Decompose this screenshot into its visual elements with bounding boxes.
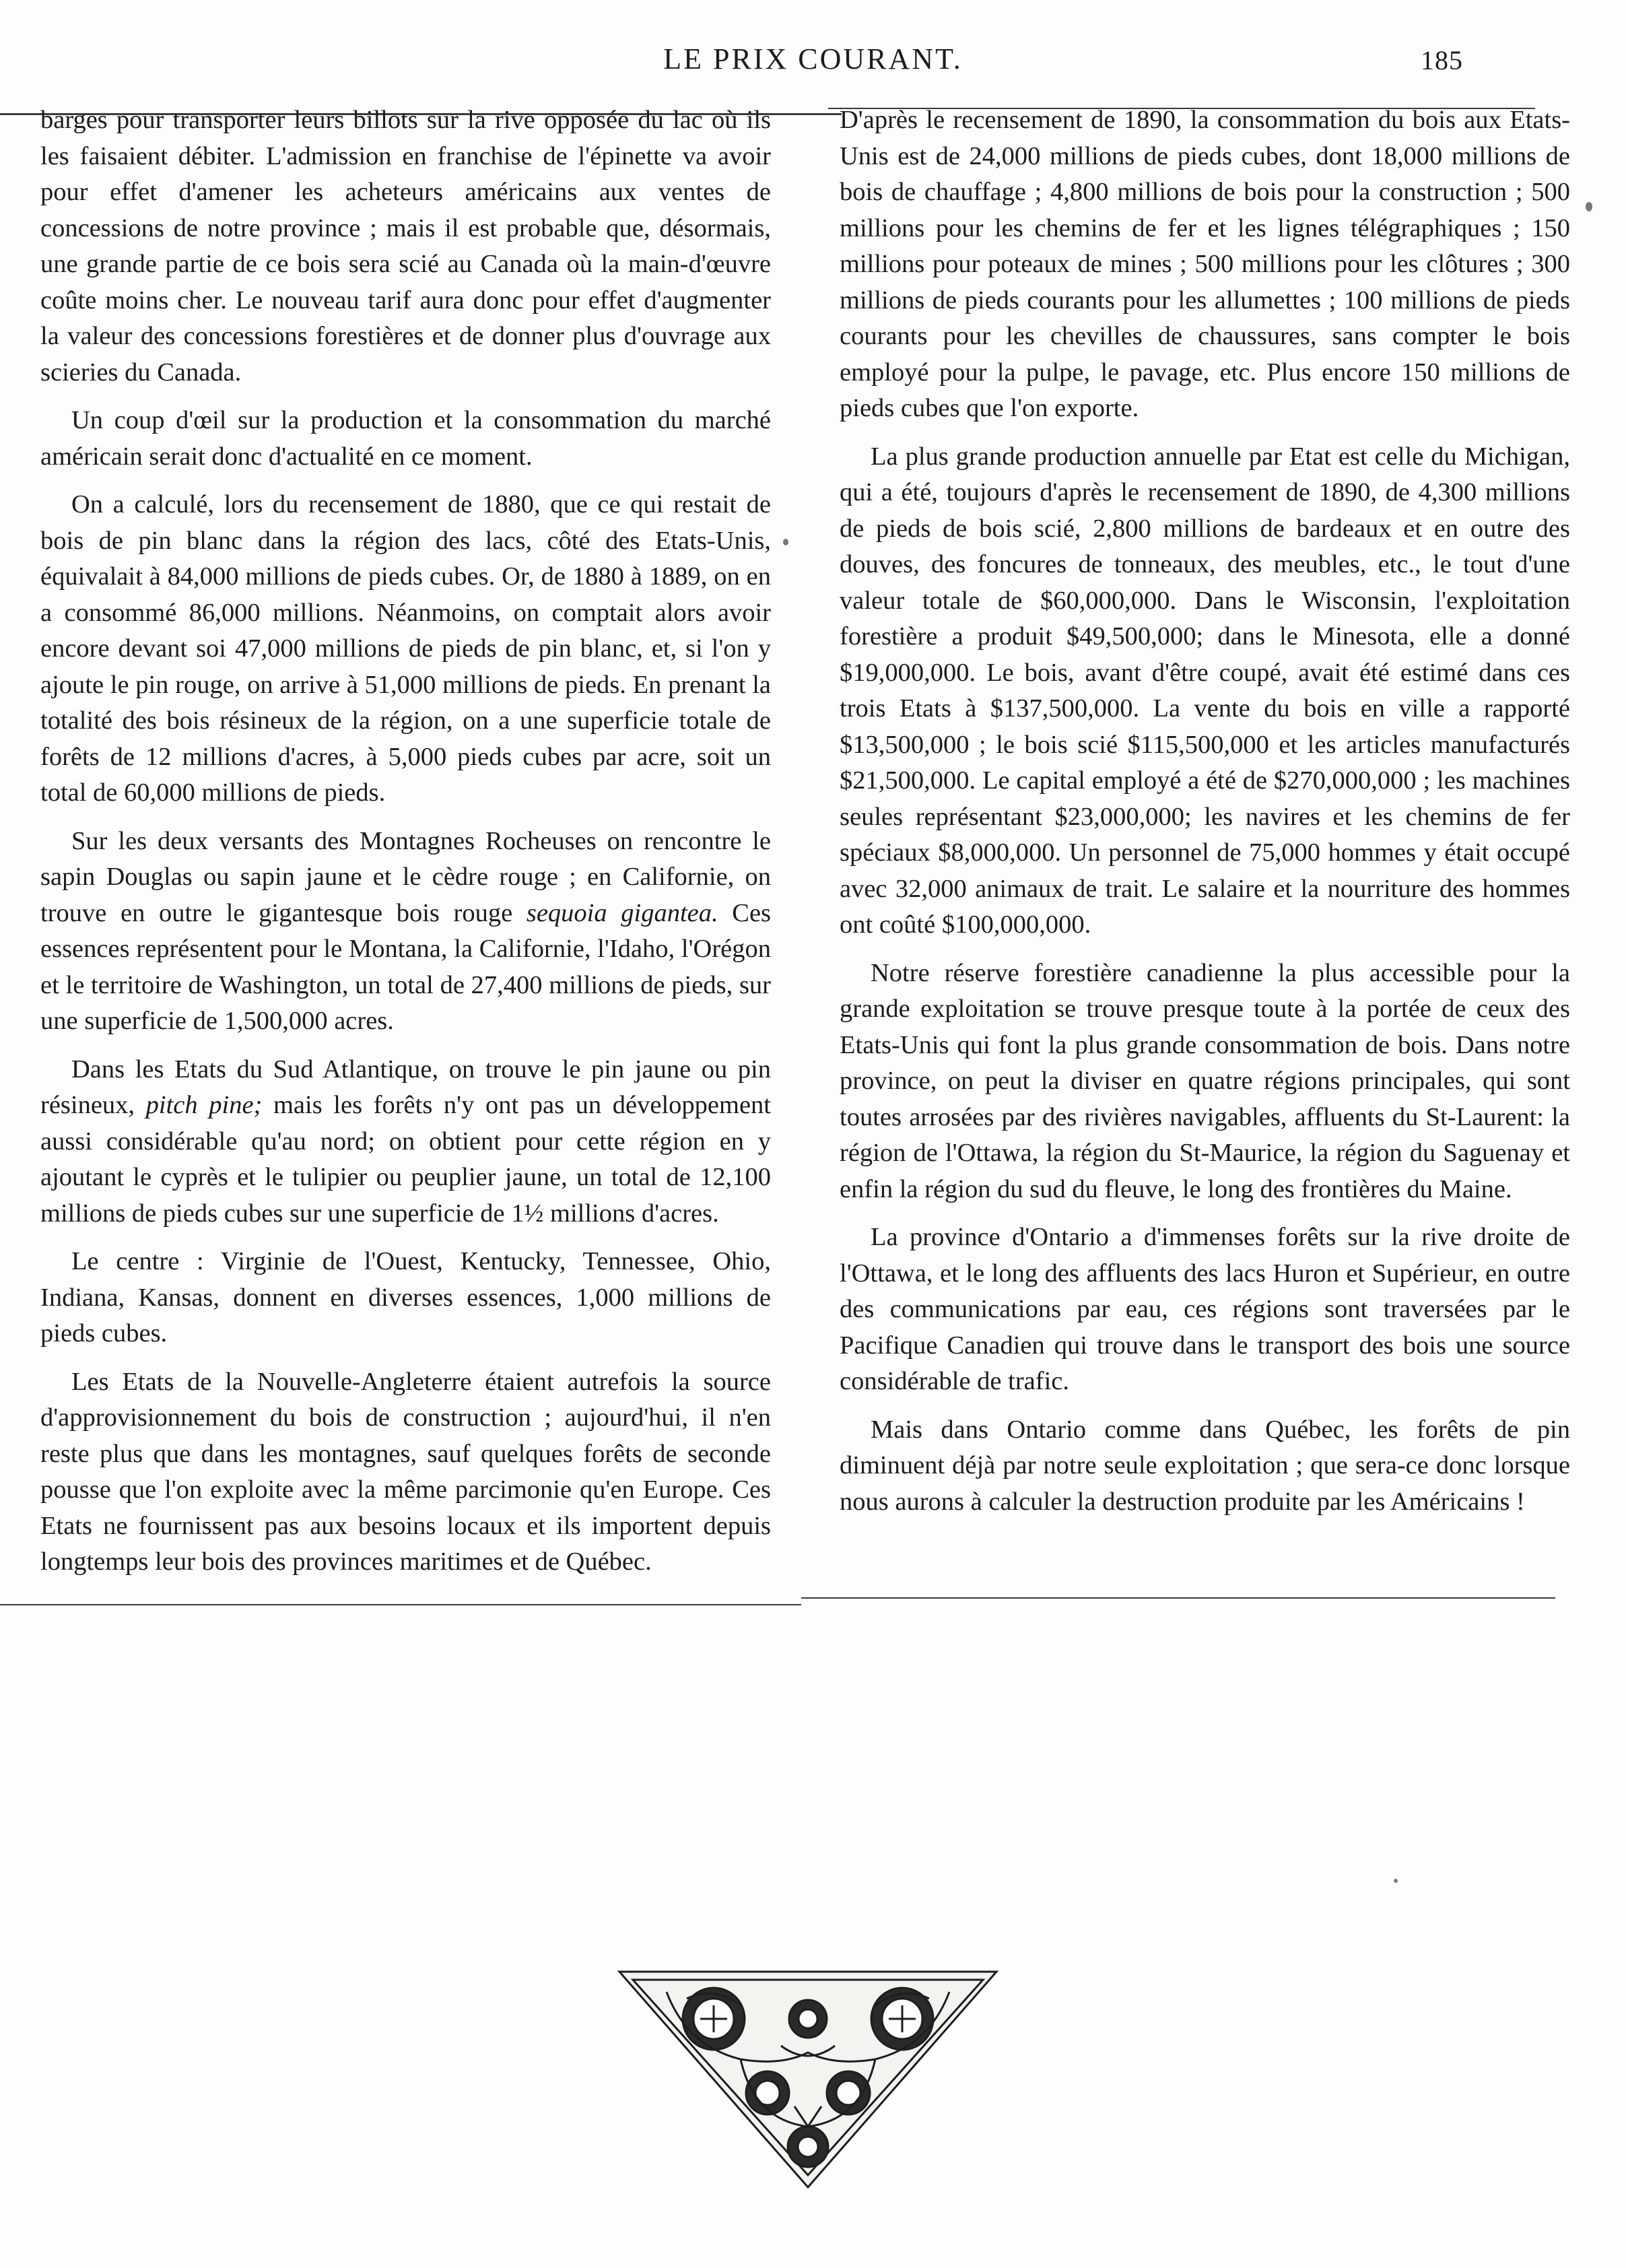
article-paragraph: On a calculé, lors du recensement de 1880, que ce qui restait de bois de pin blanc dans la région des lacs, côté des Etats-Unis, équivalait à 84,000 millions de pieds cubes. Or, de 1880 à 1889, on en a consommé 86,000 millions. Néanmoins, on comptait alors avoir encore devant soi 47,000 millions de pieds de pin blanc, et, si l'on y ajoute le pin rouge, on arrive à 51,000 millions de pieds. En prenant la totalité des bois résineux de la région, on a une superficie totale de forêts de 12 millions d'acres, à 5,000 pieds cubes par acre, soit un total de 60,000 millions de pieds. xyxy=(40,490,771,807)
print-speck xyxy=(783,539,788,545)
article-paragraph xyxy=(40,824,771,1040)
paragraph-text: Ces essences représentent pour le Montana, la Californie, l'Idaho, l'Orégon et le territoire de Washington, un total de 27,400 millions de pieds, sur une superficie de 1,500,000 acres. xyxy=(40,898,772,1035)
article-paragraph: Le centre : Virginie de l'Ouest, Kentucky, Tennessee, Ohio, Indiana, Kansas, donnent en diverses essences, 1,000 millions de pieds cubes. xyxy=(40,1247,771,1347)
running-title: LE PRIX COURANT. xyxy=(663,42,963,75)
article-paragraph: D'après le recensement de 1890, la consommation du bois aux Etats-Unis est de 24,000 millions de pieds cubes, dont 18,000 millions de bois de chauffage ; 4,800 millions de bois pour la construction ; 500 millions pour les chemins de fer et les lignes télégraphiques ; 150 millions pour poteaux de mines ; 500 millions pour les clôtures ; 300 millions de pieds courants pour les allumettes ; 100 millions de pieds courants pour les chevilles de chaussures, sans compter le bois employé pour la pulpe, le pavage, etc. Plus encore 150 millions de pieds cubes que l'on exporte. xyxy=(840,106,1570,422)
strike-rule-right xyxy=(801,1597,1555,1599)
paragraph-text: Sur les deux versants des Montagnes Rocheuses on rencontre le sapin Douglas ou sapin jaune et le cèdre rouge ; en Californie, on trouve en outre le gigantesque bois rouge xyxy=(40,826,771,927)
species-name: pitch pine; xyxy=(145,1091,263,1119)
article-paragraph: Mais dans Ontario comme dans Québec, les forêts de pin diminuent déjà par notre seule exploitation ; que sera-ce donc lorsque nous aurons à calculer la destruction produite par les Américains ! xyxy=(840,1415,1570,1516)
paragraph-text: Dans les Etats du Sud Atlantique, on trouve le pin jaune ou pin résineux, xyxy=(40,1055,771,1119)
paragraph-text: mais les forêts n'y ont pas un développement aussi considérable qu'au nord; on obtient pour cette région en y ajoutant le cyprès et le tulipier ou peuplier jaune, un total de 12,100 millions de pieds cubes sur une superficie de 1½ millions d'acres. xyxy=(40,1091,771,1228)
article-paragraph: La province d'Ontario a d'immenses forêts sur la rive droite de l'Ottawa, et le long des affluents des lacs Huron et Supérieur, en outre des communications par eau, ces régions sont traversées par le Pacifique Canadien qui trouve dans le transport des bois une source considérable de trafic. xyxy=(840,1223,1570,1395)
print-speck xyxy=(1394,1879,1398,1883)
species-name: sequoia gigantea. xyxy=(526,898,718,927)
left-column xyxy=(40,102,771,1580)
strike-rule-left xyxy=(0,1604,801,1605)
article-paragraph: Notre réserve forestière canadienne la plus accessible pour la grande exploitation se trouve presque toute à la portée de ceux des Etats-Unis qui font la plus grande consommation de bois. Dans notre province, on peut la diviser en quatre régions principales, qui sont toutes arrosées par des rivières navigables, affluents du St-Laurent: la région de l'Ottawa, la région du St-Maurice, la région du Saguenay et enfin la région du sud du fleuve, le long des frontières du Maine. xyxy=(840,958,1570,1203)
article-paragraph xyxy=(40,1052,771,1232)
decorative-ornament xyxy=(606,1965,1010,2194)
article-paragraph: Les Etats de la Nouvelle-Angleterre étaient autrefois la source d'approvisionnement du bois de construction ; aujourd'hui, il n'en reste plus que dans les montagnes, sauf quelques forêts de seconde pousse que l'on exploite avec la même parcimonie qu'en Europe. Ces Etats ne fournissent pas aux besoins locaux et ils importent depuis longtemps leur bois des provinces maritimes et de Québec. xyxy=(40,1367,771,1576)
article-paragraph: Un coup d'œil sur la production et la consommation du marché américain serait donc d'actualité en ce moment. xyxy=(40,406,771,471)
article-paragraph: barges pour transporter leurs billots sur la rive opposée du lac où ils les faisaient débiter. L'admission en franchise de l'épinette va avoir pour effet d'amener les acheteurs américains aux ventes de concessions de notre province ; mais il est probable que, désormais, une grande partie de ce bois sera scié au Canada où la main-d'œuvre coûte moins cher. Le nouveau tarif aura donc pour effet d'augmenter la valeur des concessions forestières et de donner plus d'ouvrage aux scieries du Canada. xyxy=(40,106,771,387)
article-paragraph: La plus grande production annuelle par Etat est celle du Michigan, qui a été, toujours d'après le recensement de 1890, de 4,300 millions de pieds de bois scié, 2,800 millions de bardeaux et en outre des douves, des foncures de tonneaux, des meubles, etc., le tout d'une valeur totale de $60,000,000. Dans le Wisconsin, l'exploitation forestière a produit $49,500,000; dans le Minesota, elle a donné $19,000,000. Le bois, avant d'être coupé, avait été estimé dans ces trois Etats à $137,500,000. La vente du bois en ville a rapporté $13,500,000 ; le bois scié $115,500,000 et les articles manufacturés $21,500,000. Le capital employé a été de $270,000,000 ; les machines seules représentant $23,000,000; les navires et les chemins de fer spéciaux $8,000,000. Un personnel de 75,000 hommes y était occupé avec 32,000 animaux de trait. Le salaire et la nourriture des hommes ont coûté $100,000,000. xyxy=(840,442,1570,939)
right-column xyxy=(840,102,1570,1520)
page-number: 185 xyxy=(1421,45,1463,75)
print-speck xyxy=(1586,202,1592,211)
